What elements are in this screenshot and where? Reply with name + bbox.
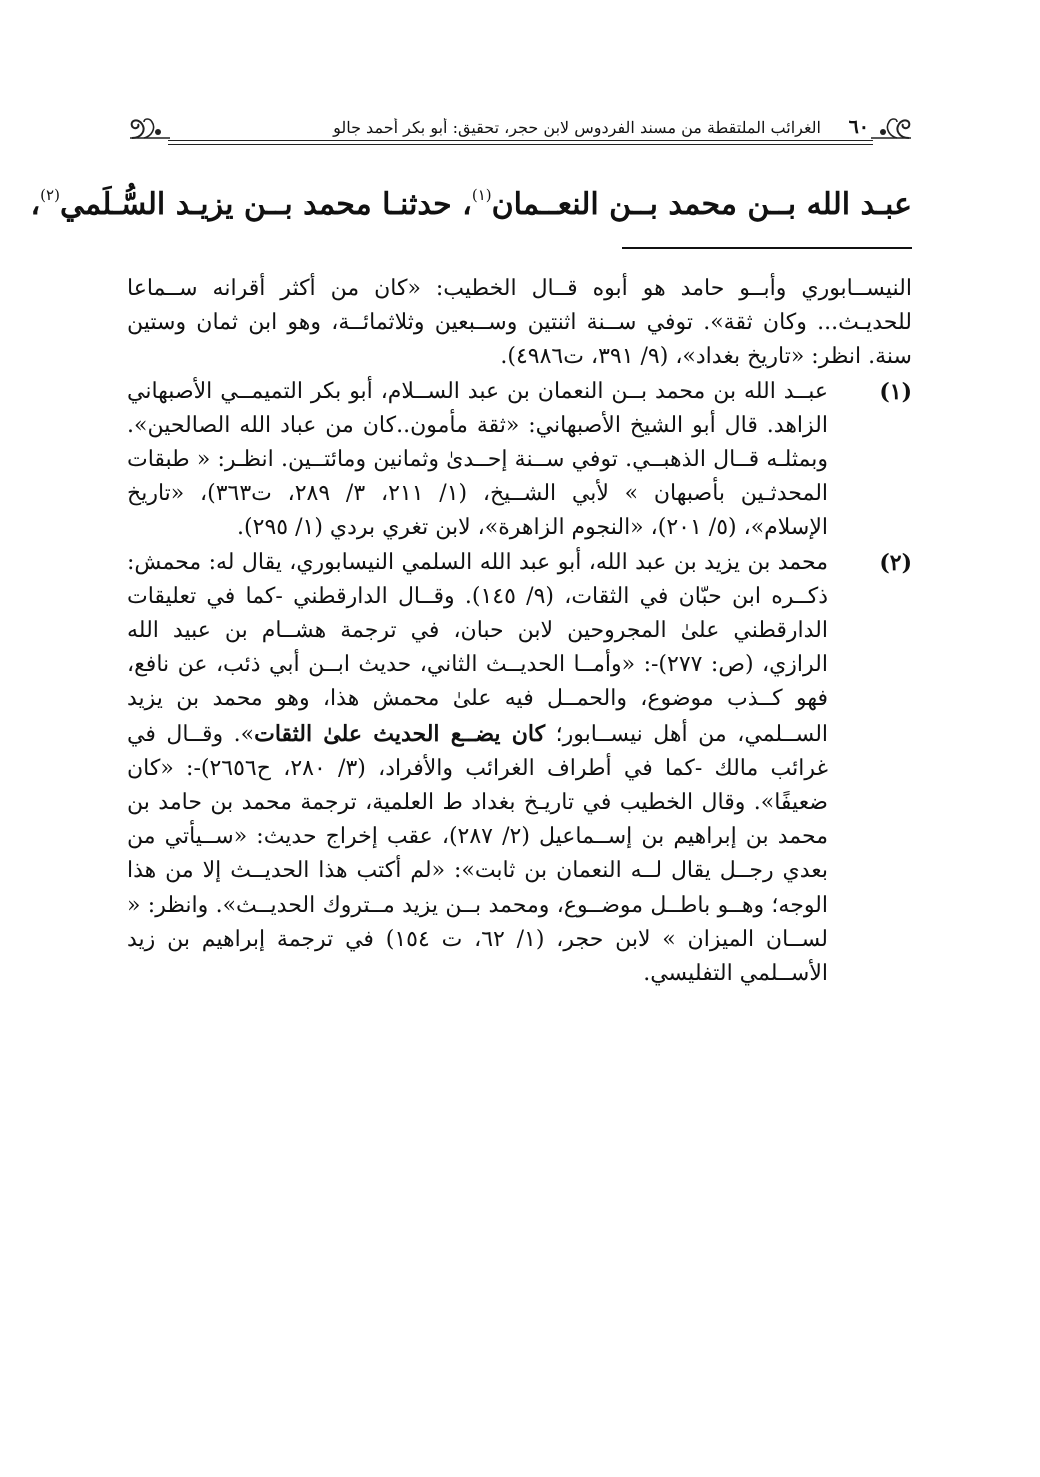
- footnote-text: محمد بن يزيد بن عبد الله، أبو عبد الله السلمي النيسابوري، يقال له: محمش: ذكــره ابن حبّان في الثقات، (٩/ ١٤٥). وقــال الدارقطني -كما في تعليقات الدارقطني علىٰ المجروحين لابن حبان، في ترجمة هشــام بن عبيد الله الرازي، (ص: ٢٧٧)-: «وأمــا الحديــث الثاني، حديث ابــن أبي ذئب، عن نافع، فهو كــذب موضوع، والحمــل فيه علىٰ محمش هذا، وهو محمد بن يزيد الســلمي، من أهل نيســابور؛: [127, 549, 829, 747]
- corner-ornament-icon: [128, 112, 172, 142]
- footnote: [127, 546, 912, 992]
- footnote-text: عبــد الله بن محمد بــن النعمان بن عبد الســلام، أبو بكر التميمــي الأصبهاني الزاهد. قال أبو الشيخ الأصبهاني: «ثقة مأمون..كان من عباد الله الصالحين». وبمثلـه قــال الذهبــي. توفي ســنة إحــدىٰ وثمانين ومائتــين. انظـر: « طبقات المحدثـين بأصبهان » لأبي الشــيخ، (١/ ٢١١، ٣/ ٢٨٩، ت٣٦٣)، «تاريخ الإسلام»، (٥/ ٢٠١)، «النجوم الزاهرة»، لابن تغري بردي (١/ ٢٩٥).: [127, 378, 829, 541]
- running-title: الغرائب الملتقطة من مسند الفردوس لابن حجر، تحقيق: أبو بكر أحمد جالو: [333, 118, 821, 137]
- footnote-separator: [622, 247, 912, 249]
- main-text-part: عبـد الله بــن محمد بــن النعــمان: [491, 187, 912, 222]
- footnote-ref: (٢): [40, 186, 60, 204]
- corner-ornament-icon: [869, 112, 913, 142]
- footnote-continuation: النيســابوري وأبــو حامد هو أبوه قــال الخطيب: «كان من أكثر أقرانه ســماعا للحديـث... وكان ثقة». توفي ســنة اثنتين وســبعين وثلاثمائــة، وهو ابن ثمان وستين سنة. انظر: «تاريخ بغداد»، (٩/ ٣٩١، ت٤٩٨٦).: [127, 276, 912, 370]
- page-number: ٦٠: [848, 116, 869, 138]
- footnote-ref: (١): [471, 186, 492, 204]
- footnote-number: (٢): [879, 549, 912, 576]
- main-text-part: ،: [30, 187, 41, 222]
- main-text-part: ، حدثنـا محمد بــن يزيـد السُّـلَمي: [59, 187, 472, 222]
- page-header: [128, 104, 913, 150]
- header-rule: [168, 140, 873, 145]
- footnotes: [127, 272, 912, 991]
- footnote: [127, 375, 912, 546]
- footnote-bold-phrase: كان يضــع الحديث علىٰ الثقات: [254, 720, 546, 747]
- footnote-text: ». وقــال في غرائب مالك -كما في أطراف الغرائب والأفراد، (٣/ ٢٨٠، ح٢٦٥٦)-: «كان ضعيفًا». وقال الخطيب في تاريـخ بغداد ط العلمية، ترجمة محمد بن حامد بن محمد بن إبراهيم بن إســماعيل (٢/ ٢٨٧)، عقب إخراج حديث: «ســيأتي من بعدي رجــل يقال لــه النعمان بن ثابت»: «لم أكتب هذا الحديــث إلا من هذا الوجه؛ وهــو باطــل موضــوع، ومحمد بــن يزيد مــتروك الحديــث». وانظر: « لســان الميزان » لابن حجر، (١/ ٦٢، ت ١٥٤) في ترجمة إبراهيم بن زيد الأســلمي التفليسي.: [127, 721, 829, 987]
- footnote-number: (١): [879, 378, 912, 405]
- main-text: [30, 168, 912, 232]
